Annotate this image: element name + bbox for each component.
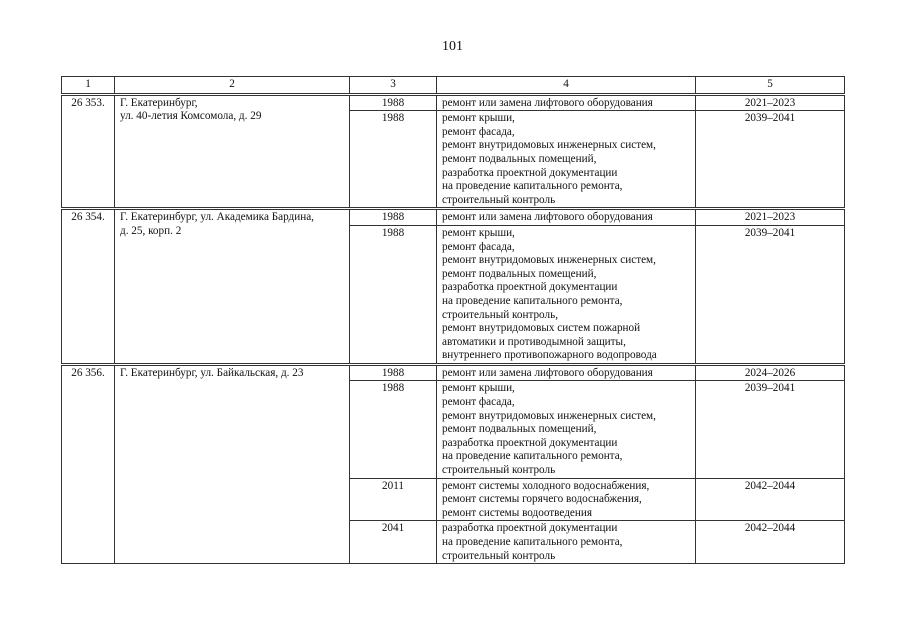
- work-types: [437, 381, 696, 478]
- work-line: ремонт системы холодного водоснабжения,: [442, 479, 650, 492]
- work-types: [437, 111, 696, 209]
- work-types: [437, 521, 696, 564]
- work-line: ремонт фасада,: [442, 396, 515, 409]
- repair-period: 2039–2041: [696, 381, 845, 478]
- entry-address: [115, 364, 350, 563]
- work-line: ремонт системы водоотведения: [442, 506, 592, 519]
- work-line: на проведение капитального ремонта,: [442, 180, 623, 193]
- work-line: разработка проектной документации: [442, 281, 618, 294]
- entry-address: [115, 209, 350, 365]
- work-line: строительный контроль: [442, 549, 556, 562]
- repair-period: 2024–2026: [696, 364, 845, 381]
- work-types: [437, 364, 696, 381]
- work-line: автоматики и противодымной защиты,: [442, 335, 626, 348]
- repair-period: 2021–2023: [696, 94, 845, 111]
- address-line: д. 25, корп. 2: [120, 224, 182, 237]
- commission-year: 1988: [350, 94, 437, 111]
- work-line: строительный контроль: [442, 193, 556, 206]
- work-line: ремонт подвальных помещений,: [442, 152, 597, 165]
- commission-year: 1988: [350, 111, 437, 209]
- commission-year: 1988: [350, 209, 437, 226]
- page-number: 101: [442, 39, 463, 54]
- entry-number: 26 356.: [62, 364, 115, 563]
- address-line: Г. Екатеринбург,: [120, 96, 198, 109]
- repair-period: 2021–2023: [696, 209, 845, 226]
- commission-year: 2011: [350, 478, 437, 521]
- entry-number: 26 354.: [62, 209, 115, 365]
- work-line: ремонт или замена лифтового оборудования: [442, 211, 653, 224]
- header-cell-5: 5: [696, 77, 845, 95]
- work-line: ремонт внутридомовых инженерных систем,: [442, 409, 656, 422]
- header-cell-3: 3: [350, 77, 437, 95]
- address-line: Г. Екатеринбург, ул. Байкальская, д. 23: [120, 366, 304, 379]
- work-line: строительный контроль,: [442, 308, 558, 321]
- work-line: разработка проектной документации: [442, 522, 618, 535]
- address-line: Г. Екатеринбург, ул. Академика Бардина,: [120, 211, 314, 224]
- repair-period: 2039–2041: [696, 111, 845, 209]
- work-line: ремонт системы горячего водоснабжения,: [442, 493, 642, 506]
- work-line: ремонт или замена лифтового оборудования: [442, 96, 653, 109]
- work-line: ремонт подвальных помещений,: [442, 267, 597, 280]
- table-body: [62, 77, 845, 564]
- work-line: ремонт фасада,: [442, 125, 515, 138]
- work-line: ремонт крыши,: [442, 382, 515, 395]
- header-cell-2: 2: [115, 77, 350, 95]
- commission-year: 2041: [350, 521, 437, 564]
- work-line: ремонт крыши,: [442, 112, 515, 125]
- work-line: ремонт внутридомовых инженерных систем,: [442, 254, 656, 267]
- capital-repair-table: [61, 76, 845, 564]
- work-line: ремонт подвальных помещений,: [442, 423, 597, 436]
- commission-year: 1988: [350, 381, 437, 478]
- entry-address: [115, 94, 350, 209]
- work-line: строительный контроль: [442, 464, 556, 477]
- repair-period: 2042–2044: [696, 521, 845, 564]
- work-types: [437, 478, 696, 521]
- repair-period: 2039–2041: [696, 225, 845, 364]
- work-line: на проведение капитального ремонта,: [442, 536, 623, 548]
- work-line: на проведение капитального ремонта,: [442, 294, 623, 307]
- work-line: разработка проектной документации: [442, 436, 618, 449]
- header-cell-1: 1: [62, 77, 115, 95]
- entry-number: 26 353.: [62, 94, 115, 209]
- work-types: [437, 225, 696, 364]
- header-cell-4: 4: [437, 77, 696, 95]
- table-row: [62, 364, 845, 381]
- work-line: ремонт фасада,: [442, 240, 515, 253]
- work-line: ремонт внутридомовых систем пожарной: [442, 322, 641, 335]
- work-line: ремонт крыши,: [442, 226, 515, 239]
- header-row: [62, 77, 845, 95]
- table-row: [62, 94, 845, 111]
- work-line: на проведение капитального ремонта,: [442, 450, 623, 463]
- work-line: ремонт внутридомовых инженерных систем,: [442, 139, 656, 152]
- work-line: внутреннего противопожарного водопровода: [442, 349, 657, 362]
- table-row: [62, 209, 845, 226]
- work-types: [437, 94, 696, 111]
- repair-period: 2042–2044: [696, 478, 845, 521]
- work-line: разработка проектной документации: [442, 166, 618, 179]
- work-types: [437, 209, 696, 226]
- commission-year: 1988: [350, 225, 437, 364]
- commission-year: 1988: [350, 364, 437, 381]
- address-line: ул. 40-летия Комсомола, д. 29: [120, 110, 262, 123]
- work-line: ремонт или замена лифтового оборудования: [442, 366, 653, 379]
